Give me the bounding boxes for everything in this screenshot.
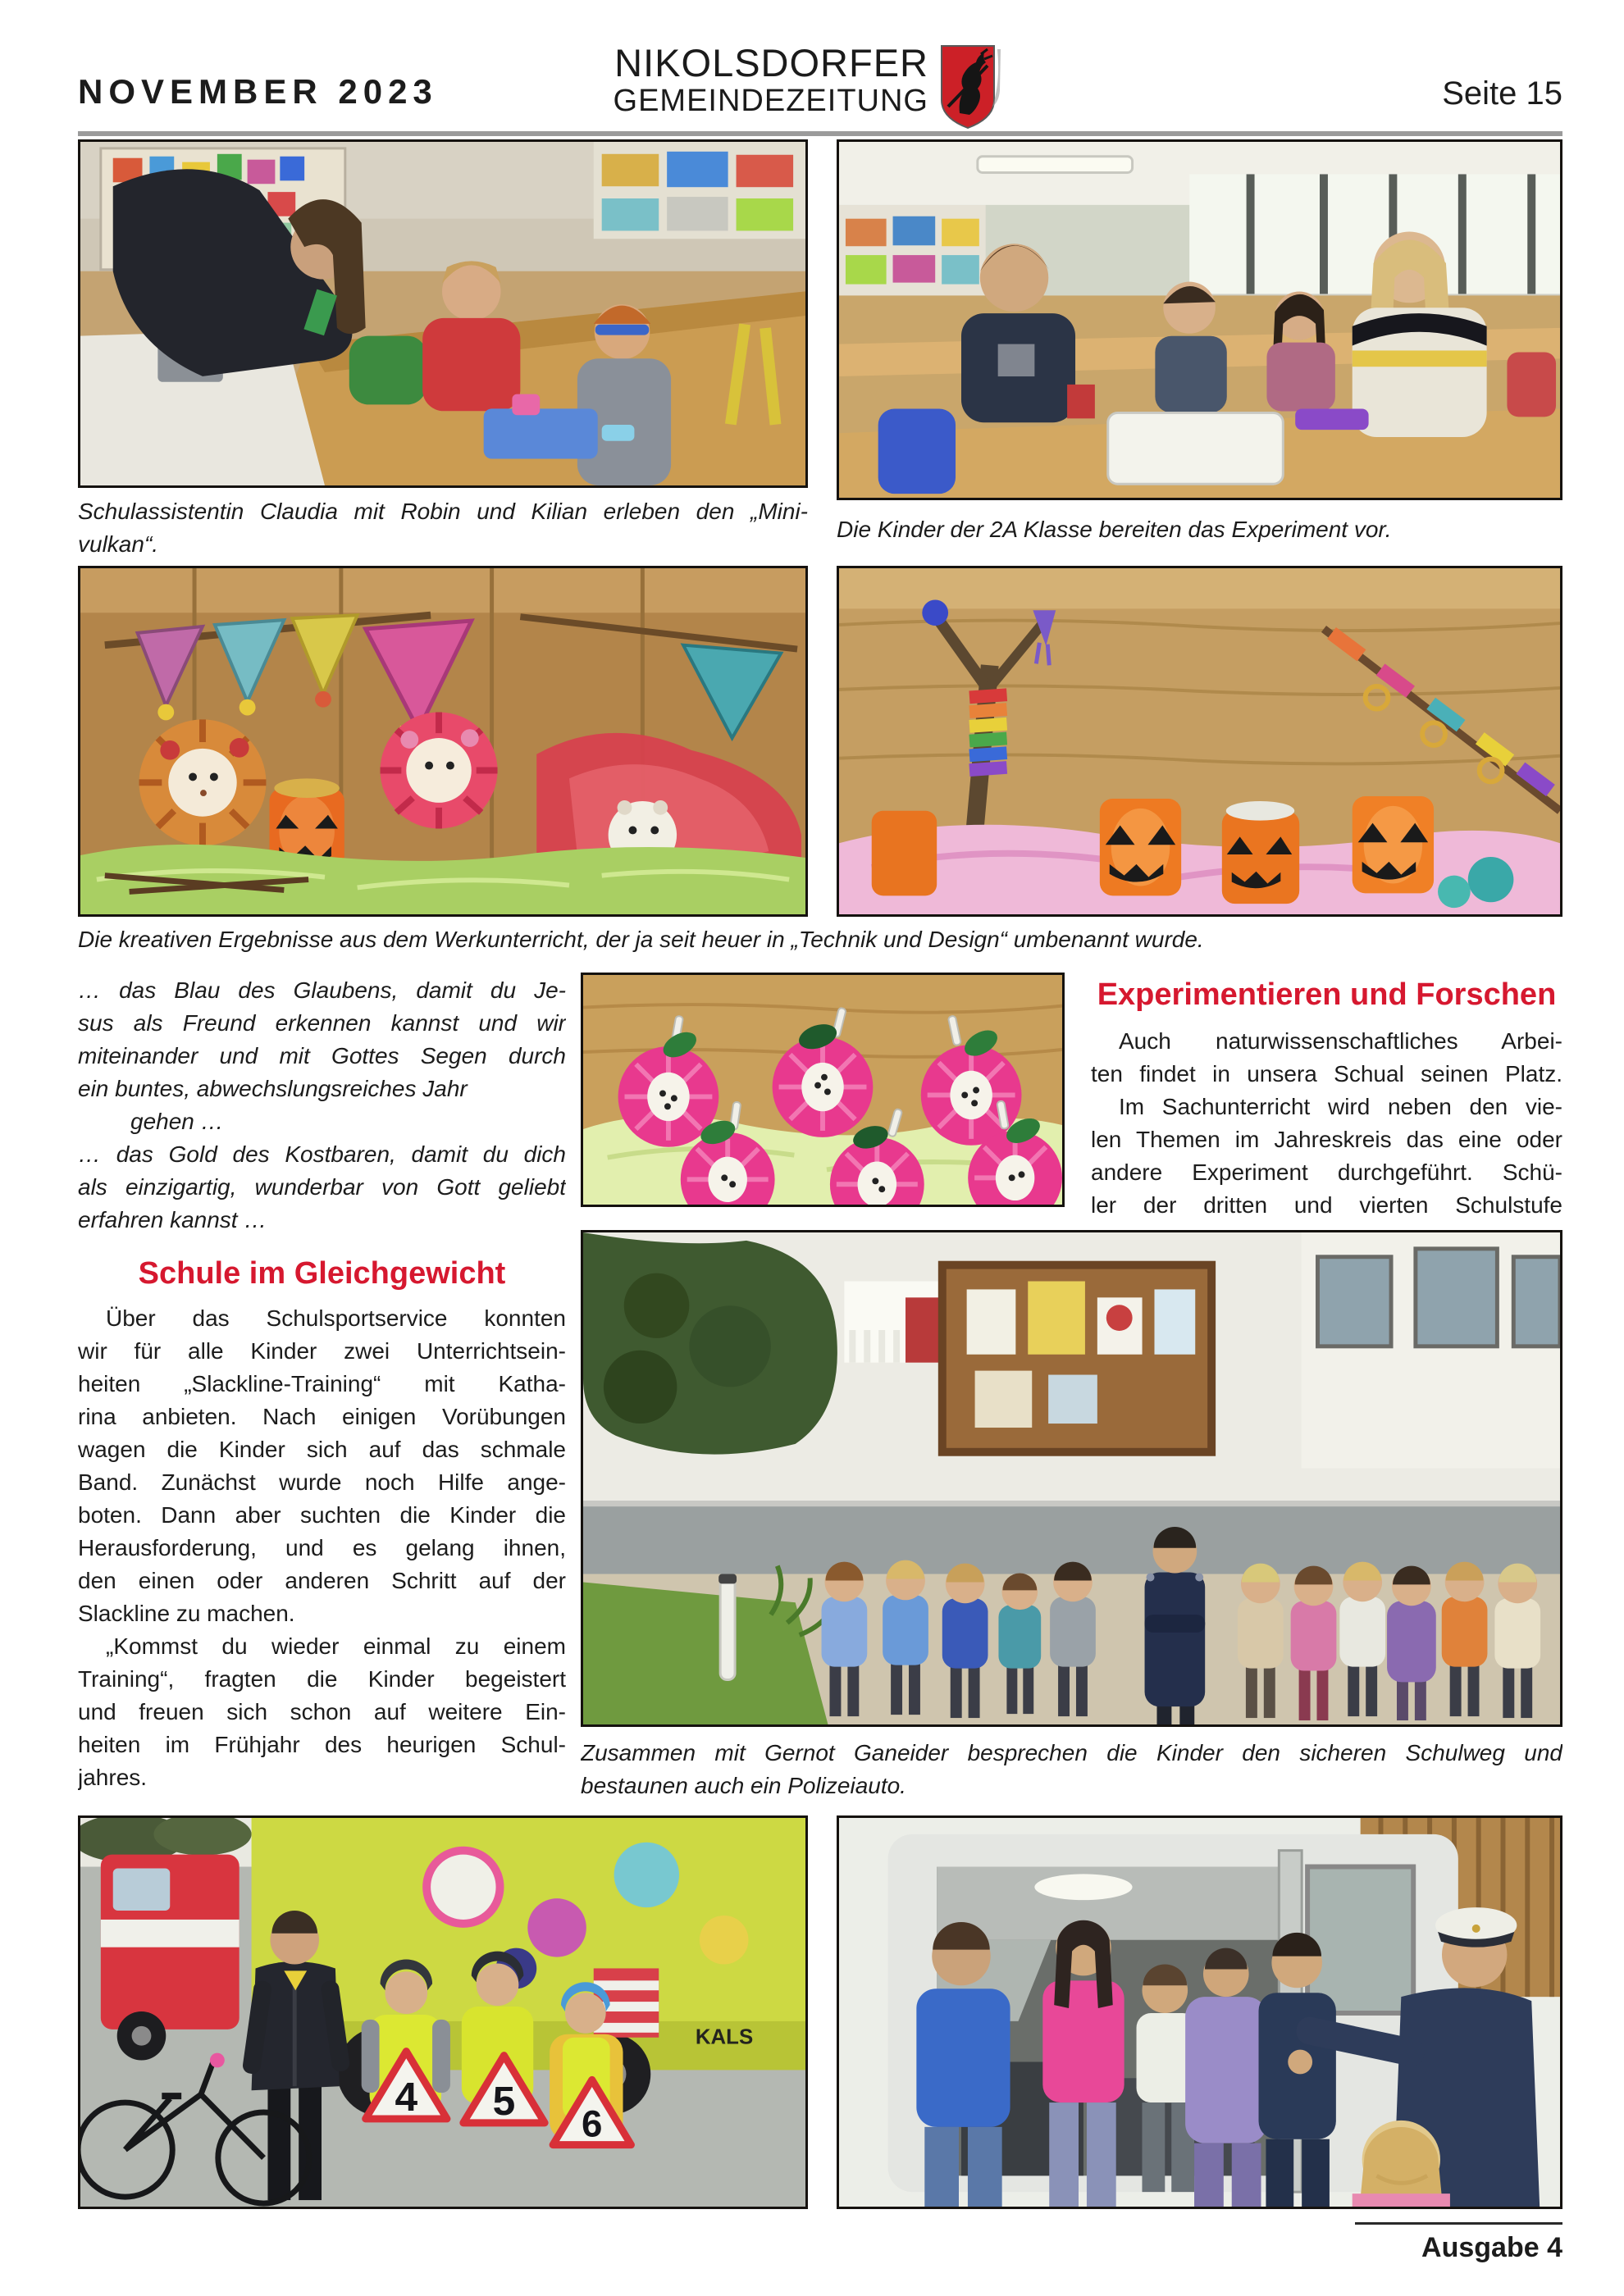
text-line: Schulassistentin Claudia mit Robin und Kilian erleben den „Mini- <box>78 499 808 524</box>
text-line: heiten „Slackline-Training“ mit Katha- <box>78 1371 566 1396</box>
caption-polizei <box>581 1737 1562 1802</box>
sign-number-6: 6 <box>582 2102 603 2145</box>
text-line: Über das Schulsportservice konnten <box>106 1305 566 1331</box>
text-line: heiten im Frühjahr des heurigen Schul- <box>78 1732 566 1757</box>
article-heading-experimentieren: Experimentieren und Forschen <box>1097 977 1557 1012</box>
text-line: als einzigartig, wunderbar von Gott geliebt <box>78 1174 566 1200</box>
text-line: jahres. <box>78 1765 148 1790</box>
text-line: rina anbieten. Nach einigen Vorübungen <box>78 1404 566 1429</box>
article-body-experimentieren <box>1091 1025 1562 1222</box>
text-line: sus als Freund erkennen kannst und wir <box>78 1010 566 1036</box>
caption-line: Die Kinder der 2A Klasse bereiten das Experiment vor. <box>837 517 1392 542</box>
text-line: erfahren kannst … <box>78 1207 267 1232</box>
issue-date: NOVEMBER 2023 <box>78 72 438 111</box>
sign-number-5: 5 <box>492 2077 516 2124</box>
caption-werkunterricht <box>78 923 1423 956</box>
text-line: andere Experiment durchgeführt. Schü- <box>1091 1159 1562 1185</box>
text-line: und freuen sich schon auf weitere Ein- <box>78 1699 566 1724</box>
masthead-title-line1: NIKOLSDORFER <box>614 41 928 84</box>
page-number: Seite 15 <box>1442 75 1562 112</box>
masthead-title-line2: GEMEINDEZEITUNG <box>613 83 928 118</box>
photo-polizei-schulweg <box>581 1230 1562 1727</box>
text-line: vulkan“. <box>78 531 159 557</box>
text-line: boten. Dann aber suchten die Kinder die <box>78 1502 566 1528</box>
photo-classroom-experiment <box>837 139 1562 500</box>
caption-minivulkan <box>78 495 808 561</box>
article-intro-italic <box>78 974 566 1237</box>
article-body-gleichgewicht <box>78 1302 566 1794</box>
article-heading-gleichgewicht: Schule im Gleichgewicht <box>138 1256 506 1291</box>
header-rule <box>78 131 1562 136</box>
caption-line: Die kreativen Ergebnisse aus dem Werkunterricht, der ja seit heuer in „Technik und Design“ umbenannt wurde. <box>78 927 1204 952</box>
text-line: ein buntes, abwechslungsreiches Jahr <box>78 1076 468 1101</box>
masthead <box>574 43 928 118</box>
municipal-crest-icon <box>937 41 1002 133</box>
text-line: Band. Zunächst wurde noch Hilfe ange- <box>78 1469 566 1495</box>
sign-number-4: 4 <box>395 2074 418 2120</box>
text-line: ten findet in unsera Schual seinen Platz. <box>1091 1061 1562 1086</box>
text-line: Slackline zu machen. <box>78 1601 295 1626</box>
text-line: … das Blau des Glaubens, damit du Je- <box>78 977 566 1003</box>
text-line: wagen die Kinder sich auf das schmale <box>78 1437 566 1462</box>
text-line: bestaunen auch ein Polizeiauto. <box>581 1773 906 1798</box>
text-line: gehen … <box>130 1109 224 1134</box>
photo-polizeiauto <box>837 1815 1562 2209</box>
text-line: ler der dritten und vierten Schulstufe <box>1091 1192 1562 1218</box>
photo-verkehrserziehung <box>78 1815 808 2209</box>
text-line: Zusammen mit Gernot Ganeider besprechen die Kinder den sicheren Schulweg und <box>581 1740 1562 1765</box>
truck-label: KALS <box>695 2025 754 2049</box>
footer-rule <box>1355 2222 1562 2225</box>
text-line: wir für alle Kinder zwei Unterrichtsein- <box>78 1338 566 1364</box>
footer-issue-label: Ausgabe 4 <box>1421 2232 1562 2263</box>
text-line: Auch naturwissenschaftliches Arbei- <box>1119 1028 1562 1054</box>
text-line: Herausforderung, und es gelang ihnen, <box>78 1535 566 1560</box>
text-line: … das Gold des Kostbaren, damit du dich <box>78 1141 566 1167</box>
photo-classroom-minivulkan <box>78 139 808 488</box>
photo-werkstuecke-links <box>78 566 808 917</box>
text-line: len Themen im Jahreskreis das eine oder <box>1091 1127 1562 1152</box>
photo-apfel-bastelei <box>581 973 1065 1207</box>
text-line: den einen oder anderen Schritt auf der <box>78 1568 566 1593</box>
text-line: „Kommst du wieder einmal zu einem <box>106 1633 566 1659</box>
photo-werkstuecke-rechts <box>837 566 1562 917</box>
text-line: Im Sachunterricht wird neben den vie- <box>1119 1094 1562 1119</box>
text-line: miteinander und mit Gottes Segen durch <box>78 1043 566 1068</box>
text-line: Training“, fragten die Kinder begeistert <box>78 1666 566 1692</box>
caption-experiment <box>837 513 1562 546</box>
